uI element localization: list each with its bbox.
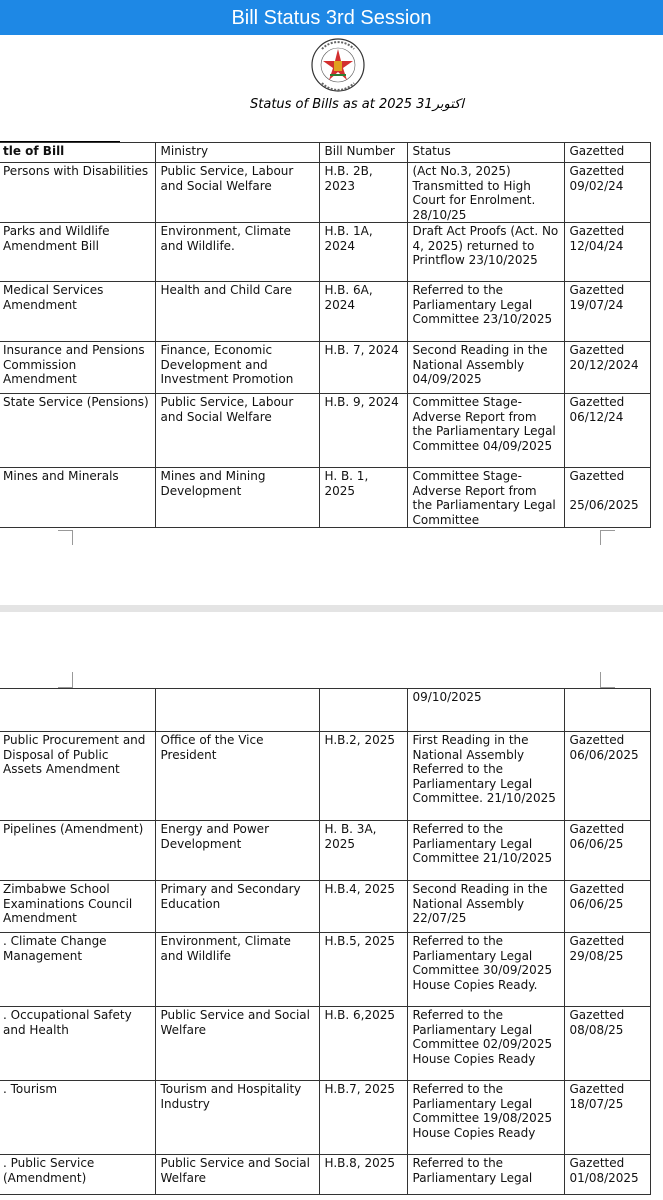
bill-number: H.B. 7, 2024 [319, 342, 407, 394]
bill-number: H.B. 2B, 2023 [319, 163, 407, 223]
bill-number: H.B. 6,2025 [319, 1007, 407, 1081]
bill-title: Insurance and Pensions Commission Amendment [0, 342, 155, 394]
bill-number: H. B. 1, 2025 [319, 468, 407, 528]
bill-gazetted: Gazetted 08/08/25 [564, 1007, 650, 1081]
bill-ministry: Environment, Climate and Wildlife [155, 933, 319, 1007]
bill-gazetted: Gazetted 19/07/24 [564, 282, 650, 342]
bill-ministry: Primary and Secondary Education [155, 881, 319, 933]
bill-gazetted: Gazetted 12/04/24 [564, 223, 650, 282]
bill-status: Referred to the Parliamentary Legal Committee 23/10/2025 [407, 282, 564, 342]
bill-ministry: Environment, Climate and Wildlife. [155, 223, 319, 282]
bill-gazetted: Gazetted 06/06/2025 [564, 732, 650, 821]
bill-ministry: Health and Child Care [155, 282, 319, 342]
bill-status: Second Reading in the National Assembly 22/07/25 [407, 881, 564, 933]
bill-number: H.B. 9, 2024 [319, 394, 407, 468]
table-row [0, 468, 650, 528]
table-header-row [0, 143, 650, 163]
table-row [0, 394, 650, 468]
bill-status: (Act No.3, 2025) Transmitted to High Court for Enrolment. 28/10/25 [407, 163, 564, 223]
document-title: Bill Status 3rd Session [231, 7, 432, 29]
bill-status: Second Reading in the National Assembly 04/09/2025 [407, 342, 564, 394]
bill-ministry: Office of the Vice President [155, 732, 319, 821]
page-corner-mark [600, 530, 615, 531]
bill-gazetted: Gazetted 09/02/24 [564, 163, 650, 223]
bill-number: H.B.2, 2025 [319, 732, 407, 821]
bill-ministry: Mines and Mining Development [155, 468, 319, 528]
bill-number: H.B. 1A, 2024 [319, 223, 407, 282]
table-row [0, 1081, 650, 1155]
bill-gazetted: Gazetted 06/12/24 [564, 394, 650, 468]
bill-title: Pipelines (Amendment) [0, 821, 155, 881]
bill-number: H.B.7, 2025 [319, 1081, 407, 1155]
table-row [0, 163, 650, 223]
bill-gazetted: Gazetted 20/12/2024 [564, 342, 650, 394]
bills-table-continued [0, 688, 651, 1195]
bill-number: H.B. 6A, 2024 [319, 282, 407, 342]
page-corner-mark [72, 530, 73, 545]
table-row [0, 282, 650, 342]
bill-status: Referred to the Parliamentary Legal Committee 02/09/2025 House Copies Ready [407, 1007, 564, 1081]
document-page-1 [0, 35, 663, 605]
bill-title: . Public Service (Amendment) [0, 1155, 155, 1195]
bill-ministry: Public Service and Social Welfare [155, 1155, 319, 1195]
table-row [0, 1007, 650, 1081]
table-row [0, 933, 650, 1007]
bill-number: H.B.8, 2025 [319, 1155, 407, 1195]
bill-title: Persons with Disabilities [0, 163, 155, 223]
bill-number: H.B.5, 2025 [319, 933, 407, 1007]
page-corner-mark [72, 672, 73, 687]
column-header-bill-number: Bill Number [319, 143, 407, 163]
bill-title: . Climate Change Management [0, 933, 155, 1007]
bill-gazetted [564, 689, 650, 732]
bill-status: Referred to the Parliamentary Legal [407, 1155, 564, 1195]
bill-number: H.B.4, 2025 [319, 881, 407, 933]
bill-status: Referred to the Parliamentary Legal Committee 21/10/2025 [407, 821, 564, 881]
page-corner-mark [600, 672, 601, 687]
table-row [0, 223, 650, 282]
table-row [0, 342, 650, 394]
bill-gazetted: Gazetted 01/08/2025 [564, 1155, 650, 1195]
bill-title: Parks and Wildlife Amendment Bill [0, 223, 155, 282]
bill-title: State Service (Pensions) [0, 394, 155, 468]
document-page-2 [0, 612, 663, 1200]
column-header-ministry: Ministry [155, 143, 319, 163]
page-separator [0, 605, 663, 612]
bill-gazetted: Gazetted 29/08/25 [564, 933, 650, 1007]
bill-ministry: Public Service, Labour and Social Welfare [155, 394, 319, 468]
parliament-seal-icon [310, 37, 366, 93]
document-subtitle: Status of Bills as at 2025 31اكتوبر [250, 97, 464, 112]
bill-ministry [155, 689, 319, 732]
bill-ministry: Tourism and Hospitality Industry [155, 1081, 319, 1155]
bill-gazetted: Gazetted 18/07/25 [564, 1081, 650, 1155]
bill-number: H. B. 3A, 2025 [319, 821, 407, 881]
bill-title: Public Procurement and Disposal of Public Assets Amendment [0, 732, 155, 821]
bill-gazetted: Gazetted 06/06/25 [564, 881, 650, 933]
bill-status: Draft Act Proofs (Act. No 4, 2025) returned to Printflow 23/10/2025 [407, 223, 564, 282]
page-corner-mark [58, 530, 73, 531]
bill-ministry: Public Service and Social Welfare [155, 1007, 319, 1081]
bill-number [319, 689, 407, 732]
bill-ministry: Public Service, Labour and Social Welfare [155, 163, 319, 223]
bill-title [0, 689, 155, 732]
table-row [0, 689, 650, 732]
bill-title: . Tourism [0, 1081, 155, 1155]
bill-status: Referred to the Parliamentary Legal Committee 30/09/2025 House Copies Ready. [407, 933, 564, 1007]
page-corner-mark [600, 530, 601, 545]
document-title-bar [0, 0, 663, 35]
column-header-title: tle of Bill [0, 143, 155, 163]
column-header-status: Status [407, 143, 564, 163]
table-row [0, 821, 650, 881]
bill-gazetted: Gazetted 25/06/2025 [564, 468, 650, 528]
bill-ministry: Finance, Economic Development and Investment Promotion [155, 342, 319, 394]
bill-title: Zimbabwe School Examinations Council Amendment [0, 881, 155, 933]
table-row [0, 732, 650, 821]
bill-status: Committee Stage- Adverse Report from the Parliamentary Legal Committee 04/09/2025 [407, 394, 564, 468]
bill-status: Referred to the Parliamentary Legal Committee 19/08/2025 House Copies Ready [407, 1081, 564, 1155]
bill-ministry: Energy and Power Development [155, 821, 319, 881]
bill-title: Medical Services Amendment [0, 282, 155, 342]
table-row [0, 881, 650, 933]
table-row [0, 1155, 650, 1195]
bill-status: 09/10/2025 [407, 689, 564, 732]
column-header-gazetted: Gazetted [564, 143, 650, 163]
bill-title: . Occupational Safety and Health [0, 1007, 155, 1081]
bill-status: First Reading in the National Assembly Referred to the Parliamentary Legal Committee. 21/10/2025 [407, 732, 564, 821]
bill-title: Mines and Minerals [0, 468, 155, 528]
bill-gazetted: Gazetted 06/06/25 [564, 821, 650, 881]
bills-table [0, 142, 651, 528]
bill-status: Committee Stage- Adverse Report from the Parliamentary Legal Committee [407, 468, 564, 528]
